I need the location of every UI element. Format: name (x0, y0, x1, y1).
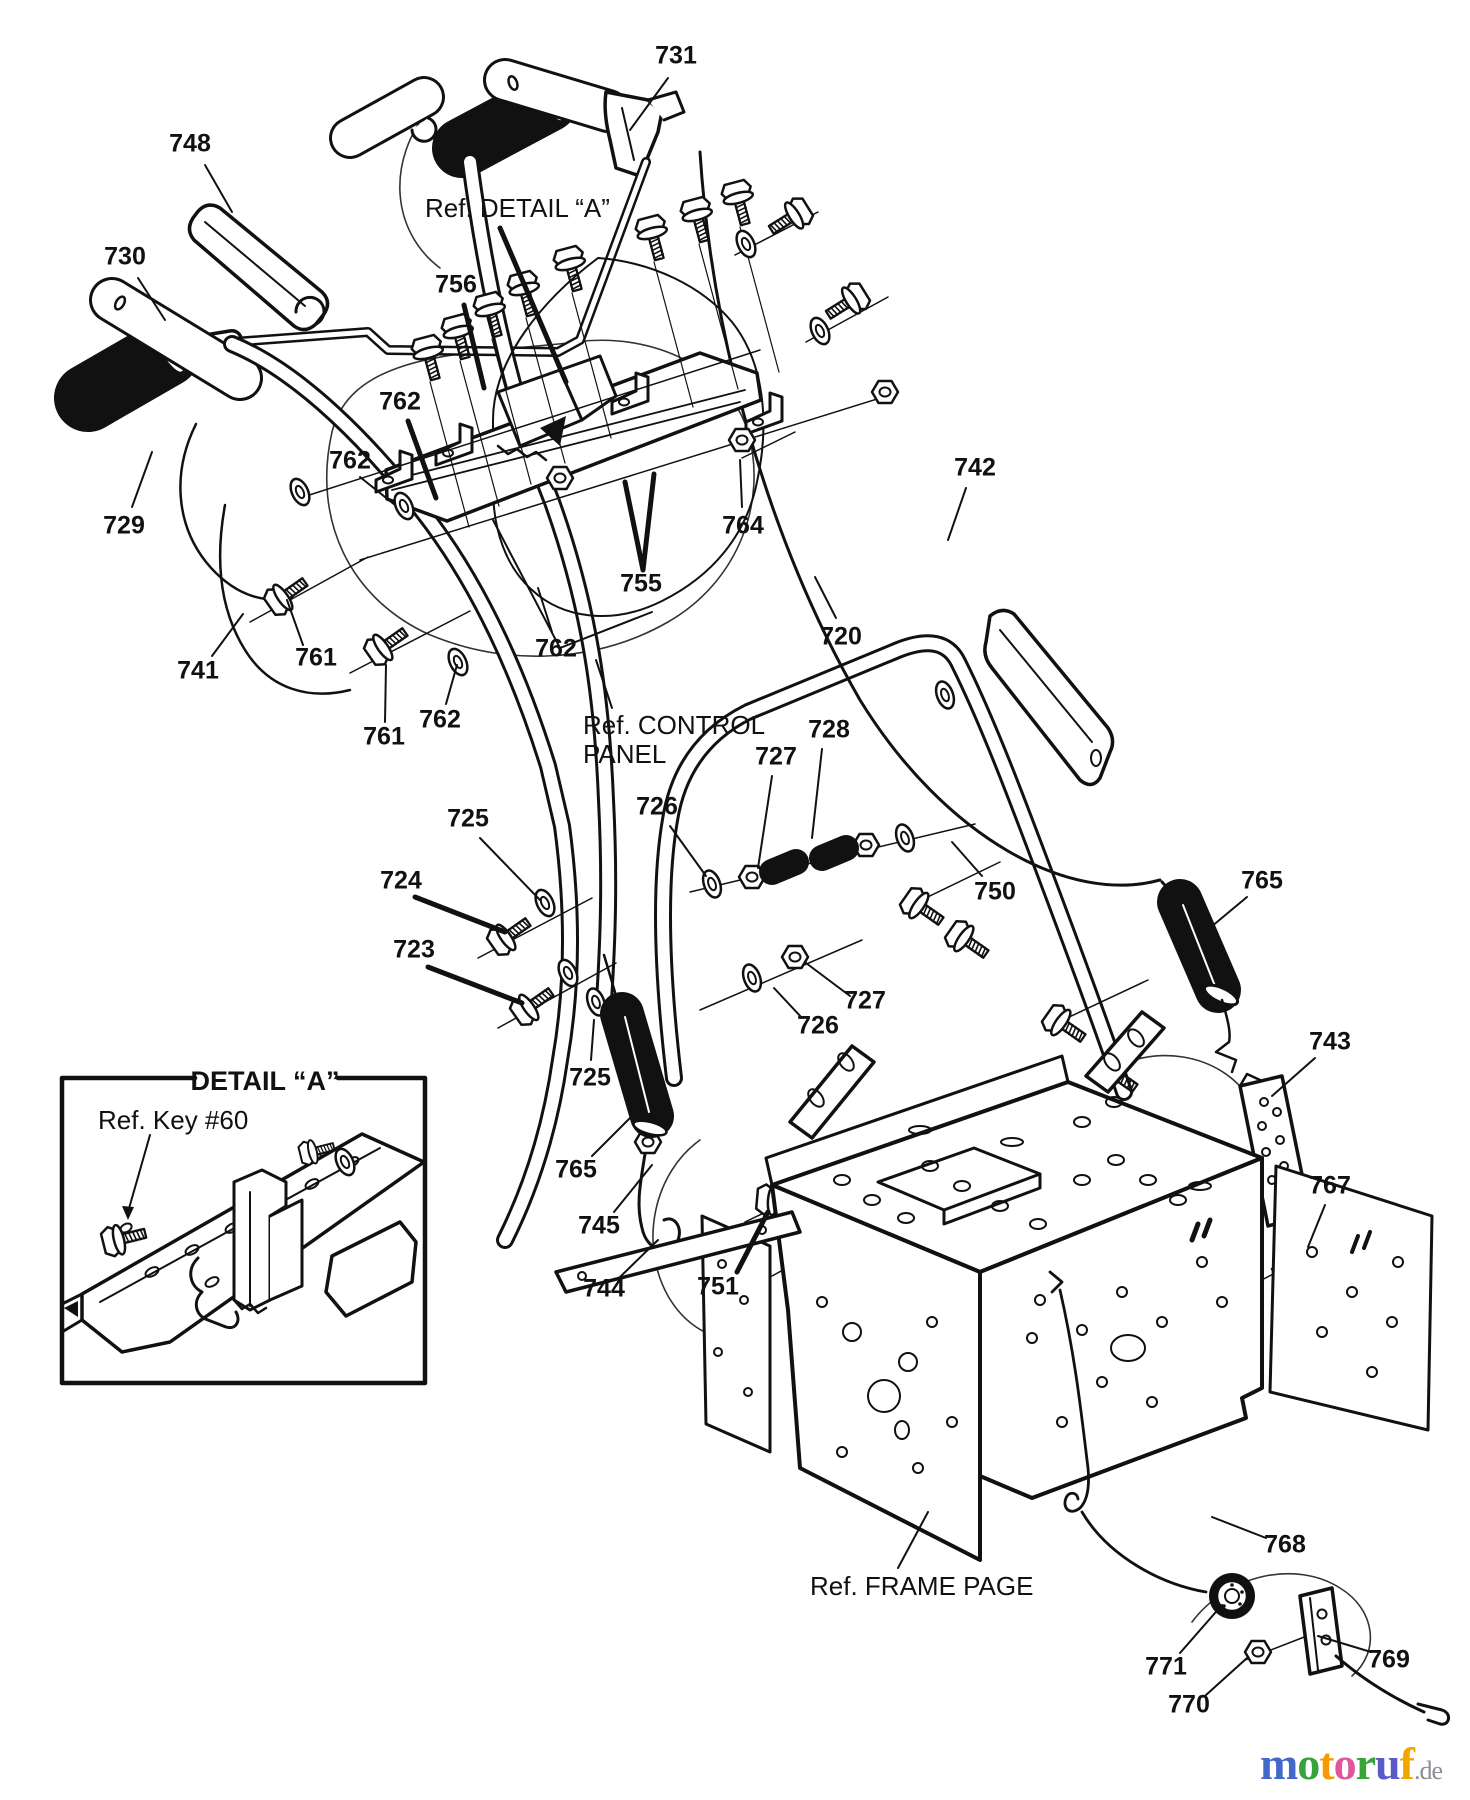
part-label-755: 755 (620, 569, 662, 598)
part-label-748: 748 (169, 129, 211, 158)
leader-line-761-23 (287, 600, 303, 645)
note-label-5: Ref. Key #60 (98, 1104, 249, 1135)
part-label-762: 762 (379, 387, 421, 416)
leader-line-725-28 (591, 1020, 594, 1060)
part-label-726: 726 (636, 792, 678, 821)
leader-line-723-20 (428, 967, 522, 1003)
note-label-2: PANEL (583, 738, 667, 769)
note-label-3: Ref. FRAME PAGE (810, 1570, 1034, 1601)
note-label-1: Ref. CONTROL (583, 709, 766, 740)
part-label-761: 761 (295, 643, 337, 672)
motoruf-watermark-logo (1260, 1737, 1442, 1790)
part-label-765: 765 (1241, 866, 1283, 895)
part-label-762: 762 (329, 446, 371, 475)
part-label-723: 723 (393, 935, 435, 964)
note-label-4: DETAIL “A” (190, 1066, 340, 1097)
part-label-742: 742 (954, 453, 996, 482)
leader-line-750-14 (952, 842, 982, 876)
leader-line-729-3 (132, 452, 152, 507)
grip-cover-top-center (350, 97, 436, 141)
detail-plate-blob (326, 1222, 416, 1316)
logo-letter: m (1259, 1738, 1298, 1789)
part-label-729: 729 (103, 511, 145, 540)
part-label-745: 745 (578, 1211, 620, 1240)
part-label-767: 767 (1309, 1171, 1351, 1200)
part-label-768: 768 (1264, 1530, 1306, 1559)
part-label-762: 762 (535, 634, 577, 663)
part-label-770: 770 (1168, 1690, 1210, 1719)
leader-line-720-10 (815, 577, 836, 618)
leader-line-742-9 (948, 488, 966, 540)
frame-box (556, 1012, 1432, 1560)
note-leader-5 (128, 1135, 150, 1212)
leader-line-728-11 (812, 749, 822, 838)
leader-line-727-12 (758, 776, 772, 868)
diagram-linework (62, 75, 1449, 1724)
part-label-725: 725 (447, 804, 489, 833)
part-label-727: 727 (844, 986, 886, 1015)
part-label-769: 769 (1368, 1645, 1410, 1674)
part-label-751: 751 (697, 1272, 739, 1301)
part-label-750: 750 (974, 877, 1016, 906)
part-label-743: 743 (1309, 1027, 1351, 1056)
part-label-726: 726 (797, 1011, 839, 1040)
part-label-764: 764 (722, 511, 764, 540)
part-label-741: 741 (177, 656, 219, 685)
logo-letter: u (1375, 1738, 1400, 1789)
part-label-744: 744 (583, 1274, 625, 1303)
black-spacers (772, 848, 846, 872)
part-label-762: 762 (419, 705, 461, 734)
v-arrow-755 (625, 474, 654, 570)
part-label-771: 771 (1145, 1652, 1187, 1681)
leader-line-765-29 (592, 1115, 633, 1156)
leader-line-725-18 (480, 838, 540, 900)
logo-suffix: .de (1413, 1756, 1442, 1785)
part-label-761: 761 (363, 722, 405, 751)
part-label-765: 765 (555, 1155, 597, 1184)
logo-letter: o (1333, 1738, 1356, 1789)
leader-line-741-25 (212, 614, 243, 656)
leader-line-761-24 (385, 665, 386, 722)
leader-line-726-13 (670, 826, 706, 876)
leader-line-765-15 (1205, 897, 1247, 932)
part-label-725: 725 (569, 1063, 611, 1092)
leader-line-724-19 (415, 897, 505, 932)
part-label-724: 724 (380, 866, 422, 895)
spring-765-right (1162, 882, 1240, 1072)
logo-letter: f (1399, 1738, 1414, 1789)
leader-line-770-35 (1206, 1658, 1247, 1695)
leader-line-768-33 (1212, 1517, 1266, 1538)
logo-letter: r (1355, 1738, 1376, 1789)
note-label-0: Ref. DETAIL “A” (425, 192, 610, 223)
leader-line-745-30 (614, 1165, 652, 1212)
leader-line-764-7 (740, 460, 742, 507)
part-label-730: 730 (104, 242, 146, 271)
logo-letter: t (1319, 1738, 1334, 1789)
part-label-720: 720 (820, 622, 862, 651)
arrowhead (122, 1206, 134, 1220)
part-label-756: 756 (435, 270, 477, 299)
grip-cover-748 (189, 205, 327, 329)
part-label-731: 731 (655, 41, 697, 70)
part-label-727: 727 (755, 742, 797, 771)
part-label-728: 728 (808, 715, 850, 744)
logo-letter: o (1297, 1738, 1320, 1789)
leader-line-762-22 (446, 665, 457, 704)
